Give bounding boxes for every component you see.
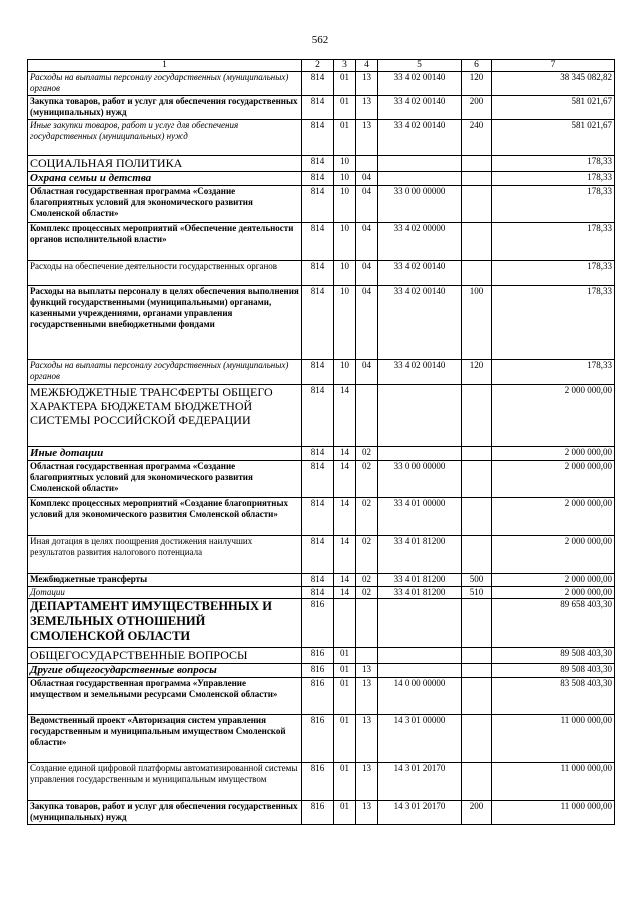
- subsection-code-cell: 04: [356, 223, 378, 261]
- table-row: [28, 360, 615, 385]
- table-row: [28, 801, 615, 825]
- section-code-cell: 01: [334, 715, 356, 763]
- subsection-code-cell: 04: [356, 261, 378, 286]
- subsection-code-cell: 02: [356, 498, 378, 536]
- dept-code-cell: 814: [302, 286, 334, 360]
- row-name-cell: Областная государственная программа «Создание благоприятных условий для экономического развития Смоленской области»: [28, 186, 302, 223]
- target-article-cell: 33 4 01 00000: [378, 498, 462, 536]
- dept-code-cell: 814: [302, 385, 334, 447]
- amount-cell: 178,33: [492, 186, 615, 223]
- dept-code-cell: 816: [302, 599, 334, 648]
- section-code-cell: 14: [334, 385, 356, 447]
- row-name-cell: МЕЖБЮДЖЕТНЫЕ ТРАНСФЕРТЫ ОБЩЕГО ХАРАКТЕРА БЮДЖЕТАМ БЮДЖЕТНОЙ СИСТЕМЫ РОССИЙСКОЙ ФЕДЕРАЦИИ: [28, 385, 302, 447]
- row-name-cell: Межбюджетные трансферты: [28, 574, 302, 587]
- amount-cell: 11 000 000,00: [492, 763, 615, 801]
- row-name-cell: СОЦИАЛЬНАЯ ПОЛИТИКА: [28, 156, 302, 172]
- amount-cell: 83 508 403,30: [492, 678, 615, 715]
- table-row: [28, 223, 615, 261]
- subsection-code-cell: 13: [356, 120, 378, 156]
- section-code-cell: 14: [334, 447, 356, 461]
- expense-type-cell: [462, 763, 492, 801]
- target-article-cell: 33 4 01 81200: [378, 574, 462, 587]
- expense-type-cell: [462, 648, 492, 664]
- table-row: [28, 120, 615, 156]
- amount-cell: 2 000 000,00: [492, 498, 615, 536]
- target-article-cell: 33 4 02 00140: [378, 96, 462, 120]
- target-article-cell: 14 0 00 00000: [378, 678, 462, 715]
- column-header: 4: [356, 60, 378, 72]
- dept-code-cell: 814: [302, 156, 334, 172]
- expense-type-cell: 200: [462, 801, 492, 825]
- amount-cell: 2 000 000,00: [492, 536, 615, 574]
- table-row: [28, 261, 615, 286]
- row-name-cell: Закупка товаров, работ и услуг для обеспечения государственных (муниципальных) нужд: [28, 801, 302, 825]
- section-code-cell: 10: [334, 156, 356, 172]
- table-row: [28, 461, 615, 498]
- target-article-cell: 33 4 02 00140: [378, 360, 462, 385]
- table-row: [28, 96, 615, 120]
- amount-cell: 178,33: [492, 172, 615, 186]
- expense-type-cell: [462, 678, 492, 715]
- table-row: [28, 72, 615, 96]
- expense-type-cell: [462, 715, 492, 763]
- amount-cell: 89 658 403,30: [492, 599, 615, 648]
- section-code-cell: 01: [334, 72, 356, 96]
- target-article-cell: 33 4 01 81200: [378, 536, 462, 574]
- amount-cell: 11 000 000,00: [492, 801, 615, 825]
- amount-cell: 89 508 403,30: [492, 664, 615, 678]
- section-code-cell: 14: [334, 574, 356, 587]
- dept-code-cell: 814: [302, 498, 334, 536]
- row-name-cell: Расходы на выплаты персоналу в целях обеспечения выполнения функций государственными (муниципальными) органами, казенными учреждениями, органами управления государственными внебюджетными фондами: [28, 286, 302, 360]
- subsection-code-cell: 02: [356, 536, 378, 574]
- subsection-code-cell: 04: [356, 286, 378, 360]
- row-name-cell: Иная дотация в целях поощрения достижения наилучших результатов развития налогового потенциала: [28, 536, 302, 574]
- row-name-cell: Иные закупки товаров, работ и услуг для обеспечения государственных (муниципальных) нужд: [28, 120, 302, 156]
- dept-code-cell: 816: [302, 801, 334, 825]
- dept-code-cell: 814: [302, 72, 334, 96]
- dept-code-cell: 814: [302, 96, 334, 120]
- budget-table: [27, 59, 615, 825]
- dept-code-cell: 814: [302, 120, 334, 156]
- table-row: [28, 156, 615, 172]
- expense-type-cell: [462, 599, 492, 648]
- section-code-cell: 10: [334, 286, 356, 360]
- table-row: [28, 763, 615, 801]
- expense-type-cell: [462, 223, 492, 261]
- expense-type-cell: [462, 261, 492, 286]
- dept-code-cell: 814: [302, 360, 334, 385]
- expense-type-cell: [462, 385, 492, 447]
- section-code-cell: 14: [334, 498, 356, 536]
- target-article-cell: [378, 648, 462, 664]
- target-article-cell: [378, 447, 462, 461]
- dept-code-cell: 814: [302, 172, 334, 186]
- amount-cell: 11 000 000,00: [492, 715, 615, 763]
- row-name-cell: Расходы на выплаты персоналу государственных (муниципальных) органов: [28, 360, 302, 385]
- table-row: [28, 599, 615, 648]
- subsection-code-cell: 04: [356, 360, 378, 385]
- expense-type-cell: [462, 186, 492, 223]
- row-name-cell: Дотации: [28, 587, 302, 599]
- table-header-row: [28, 60, 615, 72]
- table-row: [28, 286, 615, 360]
- row-name-cell: Расходы на обеспечение деятельности государственных органов: [28, 261, 302, 286]
- target-article-cell: 33 4 02 00000: [378, 223, 462, 261]
- table-row: [28, 648, 615, 664]
- expense-type-cell: [462, 536, 492, 574]
- subsection-code-cell: 02: [356, 587, 378, 599]
- section-code-cell: 10: [334, 261, 356, 286]
- amount-cell: 89 508 403,30: [492, 648, 615, 664]
- row-name-cell: Комплекс процессных мероприятий «Обеспечение деятельности органов исполнительной власти»: [28, 223, 302, 261]
- column-header: 1: [28, 60, 302, 72]
- section-code-cell: 01: [334, 801, 356, 825]
- target-article-cell: [378, 156, 462, 172]
- section-code-cell: 01: [334, 96, 356, 120]
- subsection-code-cell: 13: [356, 763, 378, 801]
- table-row: [28, 664, 615, 678]
- row-name-cell: Ведомственный проект «Авторизация систем управления государственным и муниципальным имуществом Смоленской области»: [28, 715, 302, 763]
- expense-type-cell: [462, 447, 492, 461]
- dept-code-cell: 816: [302, 763, 334, 801]
- column-header: 3: [334, 60, 356, 72]
- subsection-code-cell: 13: [356, 801, 378, 825]
- row-name-cell: Расходы на выплаты персоналу государственных (муниципальных) органов: [28, 72, 302, 96]
- section-code-cell: 10: [334, 223, 356, 261]
- section-code-cell: 01: [334, 763, 356, 801]
- subsection-code-cell: 13: [356, 96, 378, 120]
- dept-code-cell: 816: [302, 715, 334, 763]
- table-row: [28, 186, 615, 223]
- section-code-cell: 10: [334, 186, 356, 223]
- dept-code-cell: 814: [302, 186, 334, 223]
- expense-type-cell: 120: [462, 72, 492, 96]
- column-header: 7: [492, 60, 615, 72]
- amount-cell: 581 021,67: [492, 120, 615, 156]
- table-row: [28, 447, 615, 461]
- section-code-cell: 10: [334, 172, 356, 186]
- subsection-code-cell: [356, 156, 378, 172]
- target-article-cell: 33 4 02 00140: [378, 120, 462, 156]
- expense-type-cell: [462, 172, 492, 186]
- expense-type-cell: 120: [462, 360, 492, 385]
- column-header: 5: [378, 60, 462, 72]
- column-header: 6: [462, 60, 492, 72]
- expense-type-cell: [462, 156, 492, 172]
- table-row: [28, 574, 615, 587]
- section-code-cell: 14: [334, 536, 356, 574]
- row-name-cell: Закупка товаров, работ и услуг для обеспечения государственных (муниципальных) нужд: [28, 96, 302, 120]
- dept-code-cell: 814: [302, 574, 334, 587]
- target-article-cell: 33 4 01 81200: [378, 587, 462, 599]
- subsection-code-cell: 02: [356, 574, 378, 587]
- row-name-cell: Областная государственная программа «Создание благоприятных условий для экономического развития Смоленской области»: [28, 461, 302, 498]
- amount-cell: 178,33: [492, 360, 615, 385]
- target-article-cell: 14 3 01 00000: [378, 715, 462, 763]
- amount-cell: 2 000 000,00: [492, 574, 615, 587]
- expense-type-cell: [462, 498, 492, 536]
- amount-cell: 2 000 000,00: [492, 461, 615, 498]
- row-name-cell: Комплекс процессных мероприятий «Создание благоприятных условий для экономического развития Смоленской области»: [28, 498, 302, 536]
- amount-cell: 178,33: [492, 223, 615, 261]
- subsection-code-cell: 04: [356, 172, 378, 186]
- section-code-cell: 10: [334, 360, 356, 385]
- table-row: [28, 587, 615, 599]
- expense-type-cell: 200: [462, 96, 492, 120]
- subsection-code-cell: 13: [356, 678, 378, 715]
- row-name-cell: Областная государственная программа «Управление имуществом и земельными ресурсами Смоленской области»: [28, 678, 302, 715]
- dept-code-cell: 816: [302, 664, 334, 678]
- table-row: [28, 172, 615, 186]
- subsection-code-cell: 13: [356, 715, 378, 763]
- dept-code-cell: 816: [302, 648, 334, 664]
- amount-cell: 2 000 000,00: [492, 447, 615, 461]
- dept-code-cell: 814: [302, 447, 334, 461]
- dept-code-cell: 814: [302, 223, 334, 261]
- target-article-cell: 14 3 01 20170: [378, 801, 462, 825]
- target-article-cell: [378, 172, 462, 186]
- amount-cell: 2 000 000,00: [492, 385, 615, 447]
- dept-code-cell: 814: [302, 536, 334, 574]
- subsection-code-cell: 02: [356, 461, 378, 498]
- row-name-cell: Охрана семьи и детства: [28, 172, 302, 186]
- page-number: 562: [311, 34, 329, 46]
- subsection-code-cell: [356, 385, 378, 447]
- expense-type-cell: 500: [462, 574, 492, 587]
- amount-cell: 178,33: [492, 156, 615, 172]
- target-article-cell: 14 3 01 20170: [378, 763, 462, 801]
- target-article-cell: 33 0 00 00000: [378, 461, 462, 498]
- expense-type-cell: 100: [462, 286, 492, 360]
- expense-type-cell: [462, 664, 492, 678]
- row-name-cell: Другие общегосударственные вопросы: [28, 664, 302, 678]
- target-article-cell: [378, 599, 462, 648]
- section-code-cell: [334, 599, 356, 648]
- amount-cell: 581 021,67: [492, 96, 615, 120]
- subsection-code-cell: 13: [356, 72, 378, 96]
- amount-cell: 178,33: [492, 286, 615, 360]
- expense-type-cell: 510: [462, 587, 492, 599]
- table-row: [28, 715, 615, 763]
- expense-type-cell: [462, 461, 492, 498]
- table-row: [28, 536, 615, 574]
- dept-code-cell: 814: [302, 461, 334, 498]
- column-header: 2: [302, 60, 334, 72]
- amount-cell: 2 000 000,00: [492, 587, 615, 599]
- row-name-cell: ДЕПАРТАМЕНТ ИМУЩЕСТВЕННЫХ И ЗЕМЕЛЬНЫХ ОТНОШЕНИЙ СМОЛЕНСКОЙ ОБЛАСТИ: [28, 599, 302, 648]
- section-code-cell: 01: [334, 648, 356, 664]
- section-code-cell: 01: [334, 678, 356, 715]
- dept-code-cell: 814: [302, 261, 334, 286]
- row-name-cell: ОБЩЕГОСУДАРСТВЕННЫЕ ВОПРОСЫ: [28, 648, 302, 664]
- row-name-cell: Создание единой цифровой платформы автоматизированной системы управления государственным и муниципальным имуществом: [28, 763, 302, 801]
- target-article-cell: [378, 385, 462, 447]
- dept-code-cell: 814: [302, 587, 334, 599]
- target-article-cell: 33 4 02 00140: [378, 261, 462, 286]
- target-article-cell: 33 0 00 00000: [378, 186, 462, 223]
- row-name-cell: Иные дотации: [28, 447, 302, 461]
- section-code-cell: 14: [334, 461, 356, 498]
- section-code-cell: 01: [334, 120, 356, 156]
- target-article-cell: 33 4 02 00140: [378, 286, 462, 360]
- subsection-code-cell: 13: [356, 664, 378, 678]
- target-article-cell: 33 4 02 00140: [378, 72, 462, 96]
- section-code-cell: 01: [334, 664, 356, 678]
- dept-code-cell: 816: [302, 678, 334, 715]
- expense-type-cell: 240: [462, 120, 492, 156]
- section-code-cell: 14: [334, 587, 356, 599]
- table-row: [28, 385, 615, 447]
- subsection-code-cell: 04: [356, 186, 378, 223]
- subsection-code-cell: 02: [356, 447, 378, 461]
- table-row: [28, 498, 615, 536]
- subsection-code-cell: [356, 648, 378, 664]
- table-row: [28, 678, 615, 715]
- amount-cell: 38 345 082,82: [492, 72, 615, 96]
- amount-cell: 178,33: [492, 261, 615, 286]
- target-article-cell: [378, 664, 462, 678]
- subsection-code-cell: [356, 599, 378, 648]
